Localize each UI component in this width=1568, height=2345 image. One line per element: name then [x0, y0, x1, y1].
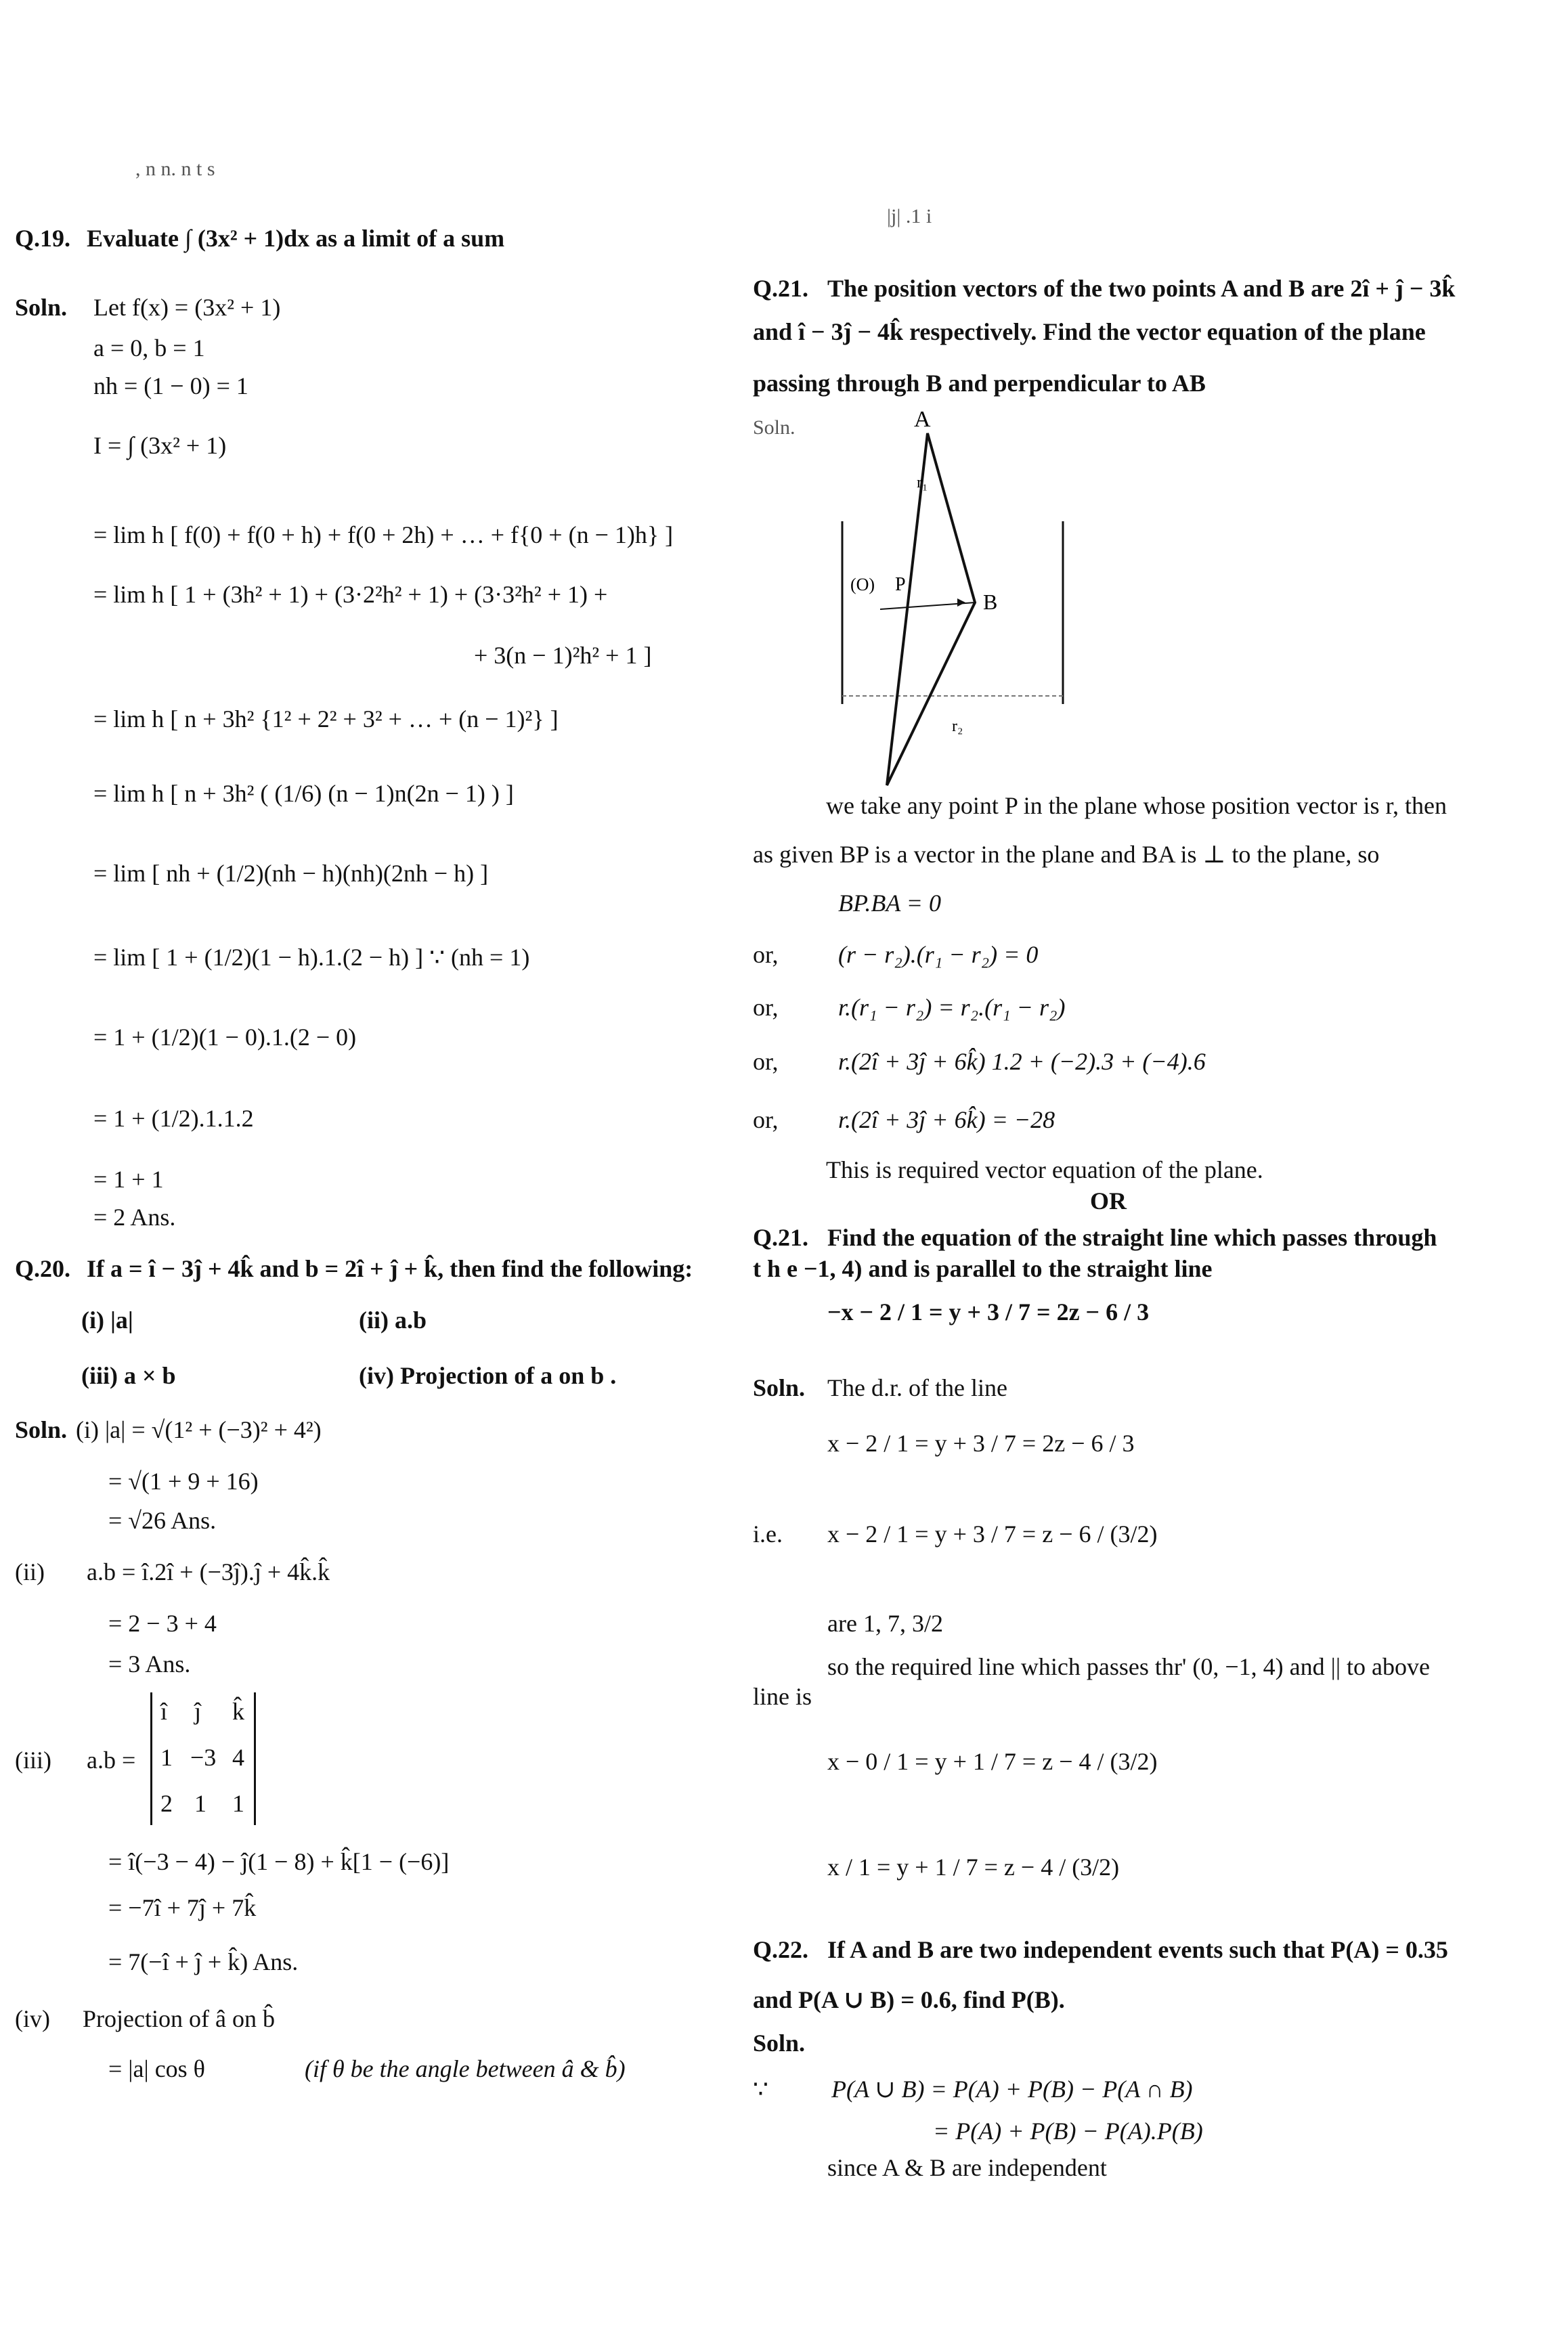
q19-line: = 1 + 1 [93, 1166, 164, 1193]
q20-line: = |a| cos θ [108, 2055, 205, 2082]
q20-line: a.b = î.2î + (−3ĵ).ĵ + 4k̂.k̂ [87, 1558, 330, 1585]
q19-line: = lim h [ 1 + (3h² + 1) + (3·2²h² + 1) + (3·3²h² + 1) + [93, 581, 608, 608]
q22-line: since A & B are independent [827, 2154, 1107, 2181]
q21b-line: x − 0 / 1 = y + 1 / 7 = z − 4 / (3/2) [827, 1748, 1158, 1775]
q20-note: (if θ be the angle between â & b̂) [305, 2055, 626, 2082]
arrow-head [957, 598, 965, 607]
q19-line: = 1 + (1/2).1.1.2 [93, 1105, 254, 1132]
top-scrap: |j| .1 i [887, 205, 932, 227]
q21b-question: Find the equation of the straight line which passes through [827, 1224, 1437, 1251]
matrix-cell: 4 [232, 1744, 244, 1771]
q20-line: = 2 − 3 + 4 [108, 1610, 217, 1637]
q19-answer: = 2 Ans. [93, 1204, 176, 1231]
q21b-line: i.e. [753, 1520, 783, 1548]
q22-question: and P(A ∪ B) = 0.6, find P(B). [753, 1986, 1065, 2013]
q19-question: Evaluate ∫ (3x² + 1)dx as a limit of a sum [87, 225, 505, 252]
q19-line: = lim h [ f(0) + f(0 + h) + f(0 + 2h) + … + f{0 + (n − 1)h} ] [93, 521, 674, 548]
matrix-cell: 1 [194, 1790, 206, 1817]
q21b-line: x − 2 / 1 = y + 3 / 7 = z − 6 / (3/2) [827, 1520, 1158, 1548]
q21a-soln-label: Soln. [753, 416, 796, 439]
q21a-line: we take any point P in the plane whose position vector is r, then [826, 792, 1447, 819]
q19-line: a = 0, b = 1 [93, 334, 205, 361]
q19-line: + 3(n − 1)²h² + 1 ] [474, 642, 652, 669]
q21a-line: r.(2î + 3ĵ + 6k̂) 1.2 + (−2).3 + (−4).6 [838, 1048, 1206, 1075]
label-b: B [983, 590, 998, 614]
q20-line: a.b = [87, 1747, 136, 1774]
matrix-cell: 1 [232, 1790, 244, 1817]
q22-question: If A and B are two independent events such that P(A) = 0.35 [827, 1936, 1448, 1963]
q20-line: = √26 Ans. [108, 1507, 217, 1534]
q21b-line: line is [753, 1683, 812, 1710]
q21a-question: and î − 3ĵ − 4k̂ respectively. Find the vector equation of the plane [753, 318, 1426, 345]
q21b-question: t h e −1, 4) and is parallel to the straight line [753, 1255, 1213, 1282]
label-o: (O) [850, 575, 875, 594]
or-word: or, [753, 1106, 779, 1133]
label-r2: r₂ [952, 718, 963, 735]
q20-question: If a = î − 3ĵ + 4k̂ and b = 2î + ĵ + k̂, then find the following: [87, 1255, 693, 1282]
q22-line: = P(A) + P(B) − P(A).P(B) [933, 2118, 1203, 2145]
q20-line: = √(1 + 9 + 16) [108, 1468, 259, 1495]
q22-label: Q.22. [753, 1936, 809, 1963]
q21a-line: r.(2î + 3ĵ + 6k̂) = −28 [838, 1106, 1055, 1133]
q20-part: (ii) a.b [359, 1307, 427, 1334]
label-a: A [914, 407, 931, 432]
q21a-line: r.(r₁ − r₂) = r₂.(r₁ − r₂) [838, 994, 1066, 1021]
matrix-cell: î [160, 1698, 168, 1725]
q19-line: I = ∫ (3x² + 1) [93, 432, 227, 459]
or-word: or, [753, 941, 779, 968]
q19-line: = 1 + (1/2)(1 − 0).1.(2 − 0) [93, 1024, 357, 1051]
q20-label: Q.20. [15, 1255, 71, 1282]
q21b-label: Q.21. [753, 1224, 809, 1251]
q21b-soln-label: Soln. [753, 1374, 806, 1401]
or-word: or, [753, 994, 779, 1021]
q21a-line: BP.BA = 0 [838, 890, 941, 917]
q21a-line: as given BP is a vector in the plane and BA is ⊥ to the plane, so [753, 841, 1380, 868]
q22-soln-label: Soln. [753, 2030, 806, 2057]
q21a-label: Q.21. [753, 275, 809, 302]
matrix-cell: k̂ [232, 1698, 244, 1725]
matrix-cell: −3 [190, 1744, 217, 1771]
q20-part-marker: (iii) [15, 1747, 51, 1774]
q19-line: Let f(x) = (3x² + 1) [93, 294, 281, 321]
matrix-cell: 2 [160, 1790, 173, 1817]
q21b-line: so the required line which passes thr' (0, −1, 4) and || to above [827, 1653, 1430, 1680]
q21a-question: passing through B and perpendicular to AB [753, 370, 1206, 397]
q19-line: = lim [ 1 + (1/2)(1 − h).1.(2 − h) ] ∵ (nh = 1) [93, 944, 530, 971]
q20-line: = î(−3 − 4) − ĵ(1 − 8) + k̂[1 − (−6)] [108, 1848, 450, 1875]
q20-line: = 3 Ans. [108, 1650, 191, 1678]
q20-line: = −7î + 7ĵ + 7k̂ [108, 1894, 257, 1921]
q21b-line: x − 2 / 1 = y + 3 / 7 = 2z − 6 / 3 [827, 1430, 1135, 1457]
q21a-question: The position vectors of the two points A and B are 2î + ĵ − 3k̂ [827, 275, 1456, 302]
q20-part-marker: (iv) [15, 2005, 50, 2032]
q19-line: = lim h [ n + 3h² ( (1/6) (n − 1)n(2n − 1) ) ] [93, 780, 514, 807]
q21a-line: (r − r₂).(r₁ − r₂) = 0 [838, 941, 1039, 968]
q20-line: = 7(−î + ĵ + k̂) Ans. [108, 1948, 299, 1975]
q21b-answer: x / 1 = y + 1 / 7 = z − 4 / (3/2) [827, 1854, 1120, 1881]
or-word: or, [753, 1048, 779, 1075]
or-separator: OR [1090, 1187, 1127, 1214]
q21b-line: The d.r. of the line [827, 1374, 1007, 1401]
q19-line: = lim h [ n + 3h² {1² + 2² + 3² + … + (n − 1)²} ] [93, 705, 559, 732]
q20-part: (i) |a| [81, 1307, 133, 1334]
plane-diagram [833, 406, 1117, 799]
matrix-cell: ĵ [194, 1698, 202, 1725]
q21b-given-line: −x − 2 / 1 = y + 3 / 7 = 2z − 6 / 3 [827, 1298, 1150, 1325]
q21a-conclusion: This is required vector equation of the plane. [826, 1156, 1263, 1183]
q20-line: (i) |a| = √(1² + (−3)² + 4²) [76, 1416, 322, 1443]
q19-soln-label: Soln. [15, 294, 68, 321]
q19-line: = lim [ nh + (1/2)(nh − h)(nh)(2nh − h) ] [93, 860, 489, 887]
q20-part: (iv) Projection of a on b . [359, 1362, 617, 1389]
matrix-cell: 1 [160, 1744, 173, 1771]
determinant [150, 1692, 256, 1825]
header-scrap: , n n. n t s [135, 158, 215, 180]
q19-label: Q.19. [15, 225, 71, 252]
label-p: P [895, 574, 906, 595]
q20-part-marker: (ii) [15, 1558, 45, 1585]
q20-soln-label: Soln. [15, 1416, 68, 1443]
q19-line: nh = (1 − 0) = 1 [93, 372, 248, 399]
q21b-line: are 1, 7, 3/2 [827, 1610, 943, 1637]
q20-line: Projection of â on b̂ [83, 2005, 275, 2032]
q20-part: (iii) a × b [81, 1362, 176, 1389]
q22-line: P(A ∪ B) = P(A) + P(B) − P(A ∩ B) [831, 2076, 1193, 2103]
because-symbol: ∵ [753, 2076, 768, 2103]
label-r1: r₁ [917, 474, 928, 491]
